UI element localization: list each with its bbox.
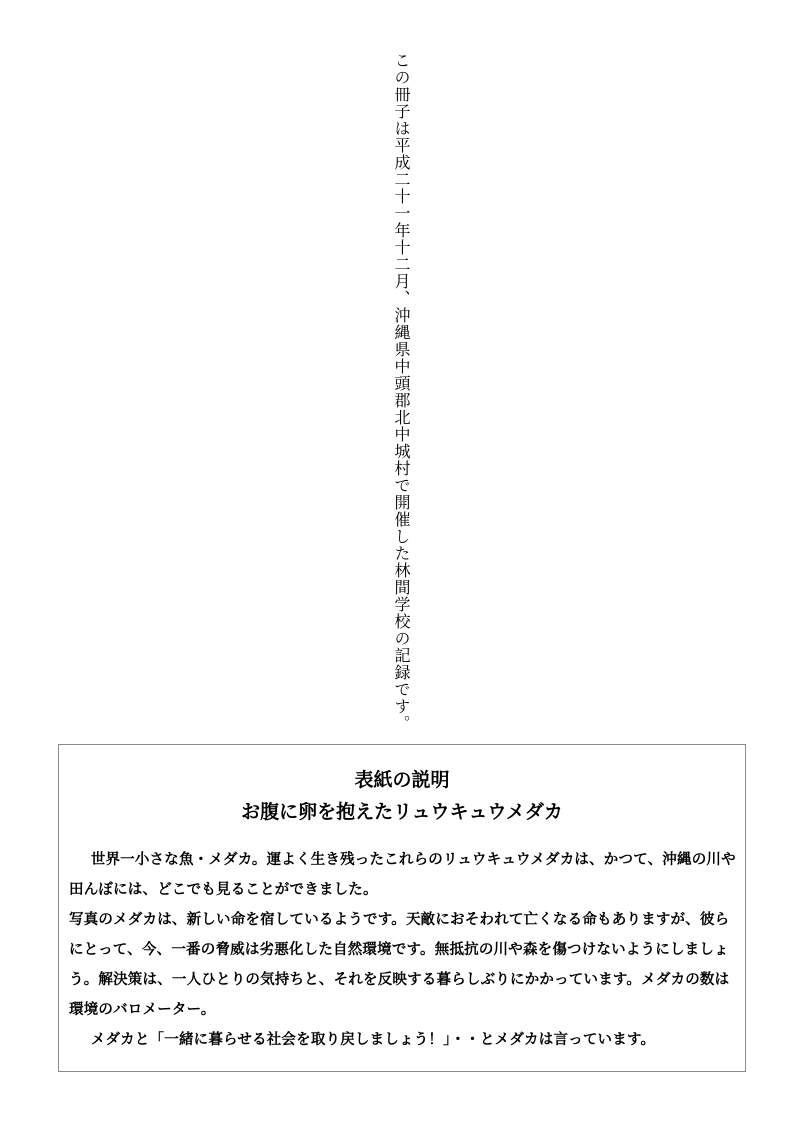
cover-paragraph-2: 写真のメダカは、新しい命を宿しているようです。天敵におそわれて亡くなる命もありますが、彼らにとって、今、一番の脅威は劣悪化した自然環境です。無抵抗の川や森を傷つけないようにしましょう。解決策は、一人ひとりの気持ちと、それを反映する暮らしぶりにかかっています。メダカの数は環境のバロメーター。 bbox=[69, 911, 730, 1018]
cover-paragraph-1: 世界一小さな魚・メダカ。運よく生き残ったこれらのリュウキュウメダカは、かつて、沖縄の川や田んぼには、どこでも見ることができました。 bbox=[69, 851, 736, 898]
cover-description-body bbox=[69, 845, 739, 1055]
cover-description-box bbox=[58, 744, 746, 1072]
cover-description-title: 表紙の説明 bbox=[354, 769, 450, 791]
cover-description-subtitle: お腹に卵を抱えたリュウキュウメダカ bbox=[241, 801, 563, 823]
cover-paragraph-3: メダカと「一緒に暮らせる社会を取り戻しましょう！」・・とメダカは言っています。 bbox=[90, 1031, 656, 1048]
vertical-note: この冊子は平成二十一年十二月、沖縄県中頭郡北中城村で開催した林間学校の記録です。 bbox=[392, 52, 411, 732]
